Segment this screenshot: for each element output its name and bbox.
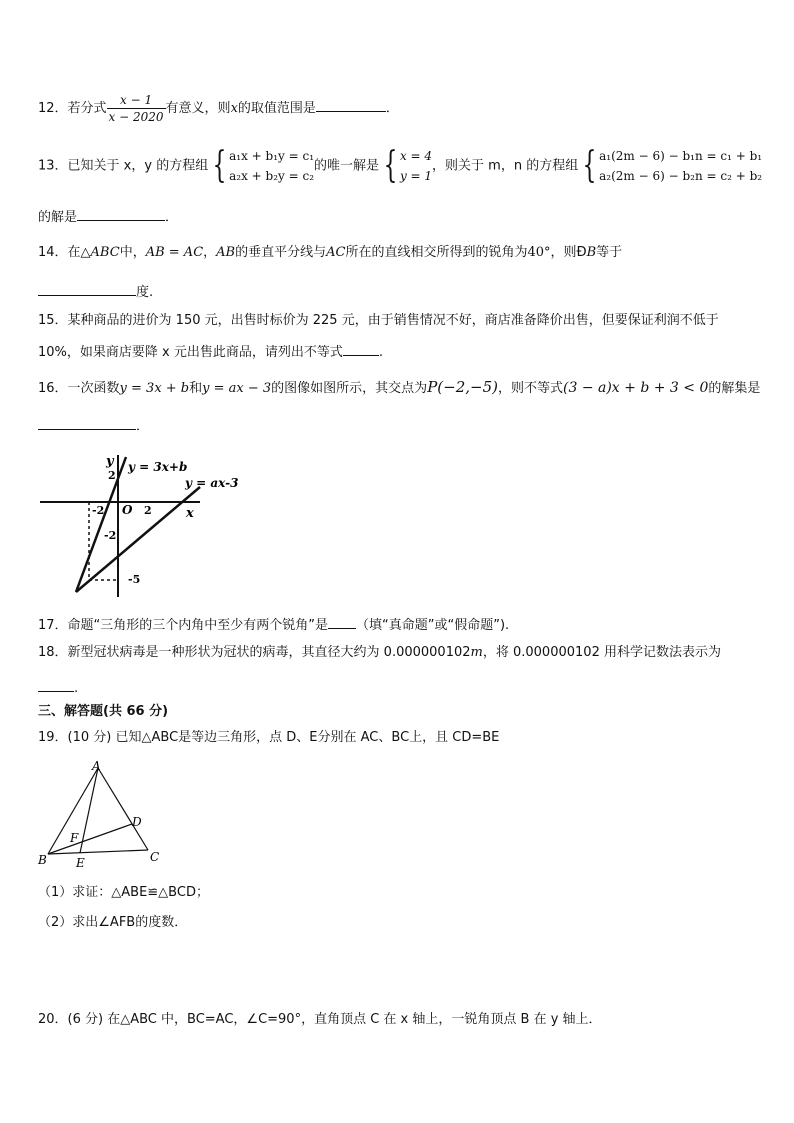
question-19: 19．(10 分) 已知△ABC是等边三角形，点 D、E分别在 AC、BC上，且 CD=BE xyxy=(38,730,500,745)
tick-label: 2 xyxy=(108,469,116,482)
question-14-line2: 度. xyxy=(38,281,153,302)
question-18: 18．新型冠状病毒是一种形状为冠状的病毒，其直径大约为 0.000000102m，将 0.000000102 用科学记数法表示为 xyxy=(38,645,721,660)
vertex-label-b: B xyxy=(38,853,47,867)
side-bc xyxy=(48,850,148,854)
question-18-line2: . xyxy=(38,677,78,698)
point-label-e: E xyxy=(76,856,85,870)
question-15: 15．某种商品的进价为 150 元，出售时标价为 225 元，由于销售情况不好，商店准备降价出售，但要保证利润不低于 xyxy=(38,313,719,328)
equation-system-2: { x = 4 y = 1 xyxy=(383,145,433,186)
tick-label: 2 xyxy=(144,504,152,517)
vertex-label-a: A xyxy=(92,759,101,773)
function-graph xyxy=(40,447,255,599)
origin-label: O xyxy=(122,503,133,517)
tick-label: -2 xyxy=(104,529,117,542)
question-13: 13．已知关于 x，y 的方程组 { a₁x + b₁y = c₁ a₂x + b₂y = c₂ 的唯一解是 { x = 4 y = 1 ，则关于 m，n 的方程组 { a₁(2m − 6) − b₁n = c₁ + b₁ a₂(2m − 6) − b₂n = c₂ + b₂ xyxy=(38,145,763,186)
question-17: 17．命题“三角形的三个内角中至少有两个锐角”是 （填“真命题”或“假命题”). xyxy=(38,614,509,635)
equation-system-3: { a₁(2m − 6) − b₁n = c₁ + b₁ a₂(2m − 6) − b₂n = c₂ + b₂ xyxy=(582,145,763,186)
side-ac xyxy=(98,768,148,850)
triangle-figure xyxy=(36,758,166,870)
answer-blank[interactable] xyxy=(38,281,136,296)
equation-system-1: { a₁x + b₁y = c₁ a₂x + b₂y = c₂ xyxy=(212,145,315,186)
vertex-label-c: C xyxy=(150,850,160,864)
answer-blank[interactable] xyxy=(316,97,386,112)
segment-bd xyxy=(48,824,132,854)
tick-label: -5 xyxy=(128,573,141,586)
question-13-line2: 的解是 ． xyxy=(38,206,178,227)
answer-blank[interactable] xyxy=(77,206,165,221)
answer-blank[interactable] xyxy=(328,614,356,629)
point-label-d: D xyxy=(132,815,142,829)
question-19-part-1: （1）求证：△ABE≌△BCD； xyxy=(38,885,209,900)
y-axis-label: y xyxy=(106,454,114,469)
x-axis-label: x xyxy=(186,506,194,521)
line-1-label: y = 3x+b xyxy=(128,460,188,474)
section-heading: 三、解答题(共 66 分) xyxy=(38,704,169,719)
answer-blank[interactable] xyxy=(343,341,379,356)
question-15-line2: 10%，如果商店要降 x 元出售此商品，请列出不等式 . xyxy=(38,341,383,362)
question-14: 14．在△ABC中，AB = AC，AB的垂直平分线与AC所在的直线相交所得到的锐角为40°，则ÐB等于 xyxy=(38,245,623,260)
question-19-part-2: （2）求出∠AFB的度数． xyxy=(38,915,188,930)
fraction: $\frac{x - 1}{x - 2020}$ xyxy=(108,93,164,124)
line-2-label: y = ax-3 xyxy=(185,476,239,490)
answer-blank[interactable] xyxy=(38,415,136,430)
segment-ae xyxy=(80,768,98,853)
question-12: 12．若分式 $\frac{x - 1}{x - 2020}$ 有意义，则x的取值范围是 ． xyxy=(38,93,399,124)
question-20: 20．(6 分) 在△ABC 中，BC=AC，∠C=90°，直角顶点 C 在 x 轴上，一锐角顶点 B 在 y 轴上． xyxy=(38,1012,602,1027)
question-16-line2: ． xyxy=(38,415,149,436)
point-label-f: F xyxy=(70,831,79,845)
answer-blank[interactable] xyxy=(38,677,74,692)
question-16: 16．一次函数y = 3x + b和y = ax − 3的图像如图所示，其交点为P(−2,−5)，则不等式(3 − a)x + b + 3 < 0的解集是 xyxy=(38,378,761,396)
tick-label: -2 xyxy=(92,504,105,517)
